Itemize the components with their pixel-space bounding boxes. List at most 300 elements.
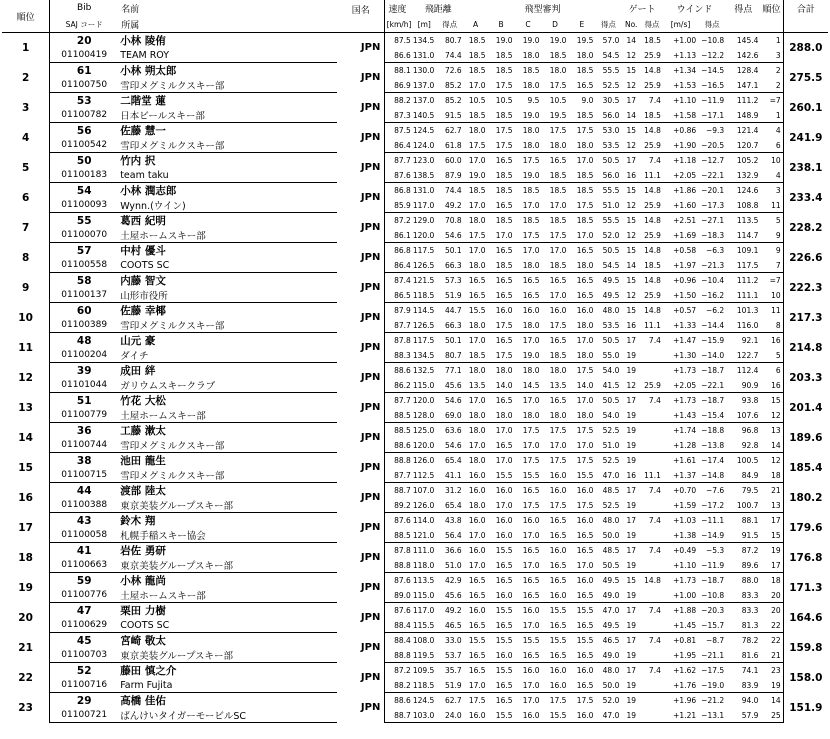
rank-cell: 7 xyxy=(2,213,50,243)
distance-points-round1: 50.1 xyxy=(444,336,462,345)
judge-c-round1: 16.5 xyxy=(522,576,540,585)
wind-round2: +1.30 xyxy=(663,348,698,363)
bib-cell: 53 xyxy=(76,94,92,107)
gate-points-round2 xyxy=(641,348,663,363)
wind-points-round1: −10.4 xyxy=(701,276,725,285)
wind-points-round2: −21.3 xyxy=(698,258,726,273)
judge-d-round1: 18.0 xyxy=(549,366,567,375)
club-name: 土屋ホームスキー部 xyxy=(118,588,337,603)
distance-points-round1: 80.7 xyxy=(444,36,462,45)
wind-points-round2: −16.5 xyxy=(698,78,726,93)
saj-code: 01100542 xyxy=(50,138,118,153)
speed-round1: 87.6 xyxy=(394,516,411,525)
judge-b-round1: 17.0 xyxy=(495,456,513,465)
style-points-round2: 49.0 xyxy=(595,588,621,603)
judge-b-round2: 17.0 xyxy=(488,498,515,513)
athlete-name: 工藤 漱太 xyxy=(120,425,166,437)
wind-points-round1: −18.7 xyxy=(701,366,725,375)
judge-c-round2: 17.5 xyxy=(515,498,542,513)
gate-points-round2: 25.9 xyxy=(641,288,663,303)
wind-points-round2: −11.9 xyxy=(698,558,726,573)
judge-d-round2: 16.0 xyxy=(541,468,568,483)
gate-no-round1: 15 xyxy=(626,576,636,585)
gate-points-round1: 7.4 xyxy=(648,516,661,525)
round-score-round1: 145.4 xyxy=(736,36,759,45)
table-row-second xyxy=(2,228,828,243)
athlete-name: 成田 絆 xyxy=(120,365,156,377)
gate-no-round2: 12 xyxy=(621,228,641,243)
speed-round2: 87.7 xyxy=(385,468,413,483)
judge-c-round1: 18.0 xyxy=(522,126,540,135)
gate-no-round1: 17 xyxy=(626,636,636,645)
bib-cell: 60 xyxy=(76,304,92,317)
judge-e-round1: 17.0 xyxy=(576,396,594,405)
nation-cell: JPN xyxy=(337,93,385,123)
distance-round2: 131.0 xyxy=(413,48,436,63)
bib-cell: 55 xyxy=(76,214,92,227)
judge-e-round2: 16.5 xyxy=(568,648,595,663)
bib-cell: 58 xyxy=(76,274,92,287)
distance-points-round2: 56.4 xyxy=(436,528,464,543)
wind-round2: +1.60 xyxy=(663,198,698,213)
round-score-round1: 88.0 xyxy=(741,576,759,585)
distance-points-round1: 42.9 xyxy=(444,576,462,585)
club-name: 東京美装グループスキー部 xyxy=(118,648,337,663)
table-row xyxy=(2,153,828,169)
judge-a-round1: 16.5 xyxy=(468,666,486,675)
total-cell: 217.3 xyxy=(783,303,828,333)
table-row-second xyxy=(2,648,828,663)
judge-a-round1: 18.5 xyxy=(468,186,486,195)
judge-b-round1: 17.0 xyxy=(495,426,513,435)
distance-round2: 118.5 xyxy=(413,288,436,303)
judge-e-round2: 17.0 xyxy=(568,228,595,243)
style-points-round2: 47.0 xyxy=(595,468,621,483)
judge-c-round2: 18.0 xyxy=(515,78,542,93)
table-row xyxy=(2,123,828,139)
wind-points-round2: −10.8 xyxy=(698,588,726,603)
wind-points-round1: −18.7 xyxy=(701,576,725,585)
judge-b-round2: 16.5 xyxy=(488,288,515,303)
athlete-name: 佐藤 幸椰 xyxy=(120,305,166,317)
judge-a-round1: 16.5 xyxy=(468,276,486,285)
bib-cell: 39 xyxy=(76,364,92,377)
round-score-round1: 111.2 xyxy=(736,96,759,105)
judge-b-round1: 16.5 xyxy=(495,696,513,705)
header-speed: 速度 xyxy=(388,4,407,15)
judge-a-round2: 16.0 xyxy=(464,468,488,483)
judge-a-round2: 16.5 xyxy=(464,618,488,633)
nation-cell: JPN xyxy=(337,603,385,633)
distance-points-round2: 85.2 xyxy=(436,78,464,93)
judge-d-round2: 16.5 xyxy=(541,528,568,543)
gate-points-round1: 7.4 xyxy=(648,636,661,645)
club-name: 土屋ホームスキー部 xyxy=(118,408,337,423)
wind-points-round2: −19.0 xyxy=(698,678,726,693)
judge-a-round2: 18.0 xyxy=(464,318,488,333)
wind-round1: +0.49 xyxy=(673,546,697,555)
judge-e-round1: 16.5 xyxy=(576,276,594,285)
athlete-name: 小林 朔太郎 xyxy=(120,65,177,77)
gate-points-round1: 14.8 xyxy=(644,66,661,75)
table-row xyxy=(2,273,828,289)
wind-round1: +1.10 xyxy=(673,96,697,105)
wind-round1: +1.61 xyxy=(673,456,697,465)
saj-code: 01100183 xyxy=(50,168,118,183)
speed-round1: 87.7 xyxy=(394,156,411,165)
judge-d-round1: 16.0 xyxy=(549,546,567,555)
judge-a-round1: 16.0 xyxy=(468,546,486,555)
round-rank-round2: 5 xyxy=(760,348,783,363)
gate-no-round2: 16 xyxy=(621,168,641,183)
round-rank-round2: 4 xyxy=(760,168,783,183)
table-row-second xyxy=(2,498,828,513)
rank-cell: 22 xyxy=(2,663,50,693)
header-style: 飛型審判 xyxy=(524,4,561,15)
judge-b-round2: 18.5 xyxy=(488,108,515,123)
gate-no-round2: 19 xyxy=(621,558,641,573)
judge-d-round2: 18.5 xyxy=(541,258,568,273)
speed-round2: 86.4 xyxy=(385,258,413,273)
round-rank-round2: 6 xyxy=(760,138,783,153)
club-name: ダイチ xyxy=(118,348,337,363)
gate-no-round2: 19 xyxy=(621,618,641,633)
nation-cell: JPN xyxy=(337,183,385,213)
gate-no-round1: 15 xyxy=(626,186,636,195)
gate-no-round1: 19 xyxy=(626,456,636,465)
judge-b-round2: 16.5 xyxy=(488,618,515,633)
judge-d-round1: 17.5 xyxy=(549,696,567,705)
table-row-second xyxy=(2,588,828,603)
judge-d-round2: 17.0 xyxy=(541,288,568,303)
gate-points-round2: 11.1 xyxy=(641,168,663,183)
speed-round2: 85.9 xyxy=(385,198,413,213)
total-cell: 180.2 xyxy=(783,483,828,513)
bib-cell: 61 xyxy=(76,64,92,77)
round-score-round2: 100.7 xyxy=(726,498,760,513)
distance-round1: 129.0 xyxy=(412,216,435,225)
round-score-round1: 83.3 xyxy=(741,606,759,615)
distance-round1: 121.5 xyxy=(412,276,435,285)
round-score-round2: 108.8 xyxy=(726,198,760,213)
judge-b-round1: 17.5 xyxy=(495,126,513,135)
judge-c-round1: 18.5 xyxy=(522,216,540,225)
round-score-round1: 87.2 xyxy=(741,546,759,555)
header-judge-e: E xyxy=(568,16,595,33)
judge-c-round1: 17.0 xyxy=(522,696,540,705)
round-score-round1: 94.0 xyxy=(741,696,759,705)
distance-round2: 118.5 xyxy=(413,678,436,693)
distance-round2: 103.0 xyxy=(413,708,436,723)
round-rank-round2: 15 xyxy=(760,528,783,543)
table-row-second xyxy=(2,168,828,183)
wind-round2: +2.05 xyxy=(663,378,698,393)
judge-b-round1: 15.5 xyxy=(495,636,513,645)
judge-a-round2: 17.5 xyxy=(464,138,488,153)
judge-d-round2: 17.5 xyxy=(541,318,568,333)
wind-points-round1: −17.5 xyxy=(701,666,725,675)
gate-no-round1: 17 xyxy=(626,336,636,345)
total-cell: 159.8 xyxy=(783,633,828,663)
judge-c-round1: 18.5 xyxy=(522,186,540,195)
style-points-round1: 52.5 xyxy=(602,456,620,465)
club-name: 雪印メグミルクスキー部 xyxy=(118,438,337,453)
judge-b-round2: 17.0 xyxy=(488,228,515,243)
distance-points-round1: 33.0 xyxy=(444,636,462,645)
gate-points-round1: 18.5 xyxy=(644,36,661,45)
speed-round1: 87.2 xyxy=(394,216,411,225)
gate-points-round1: 14.8 xyxy=(644,576,661,585)
judge-a-round2: 16.5 xyxy=(464,288,488,303)
club-name: TEAM ROY xyxy=(118,48,337,63)
saj-code: 01100776 xyxy=(50,588,118,603)
speed-round2: 88.2 xyxy=(385,678,413,693)
judge-a-round2: 16.5 xyxy=(464,588,488,603)
judge-e-round2: 17.0 xyxy=(568,558,595,573)
judge-a-round2: 16.5 xyxy=(464,648,488,663)
table-row-second xyxy=(2,198,828,213)
round-rank-round1: 12 xyxy=(771,456,781,465)
judge-a-round1: 18.0 xyxy=(468,366,486,375)
total-cell: 164.6 xyxy=(783,603,828,633)
distance-points-round2: 61.8 xyxy=(436,138,464,153)
wind-round1: +1.96 xyxy=(673,696,697,705)
distance-round2: 115.0 xyxy=(413,588,436,603)
gate-no-round2: 19 xyxy=(621,648,641,663)
judge-c-round1: 17.5 xyxy=(522,426,540,435)
round-rank-round2: 12 xyxy=(760,408,783,423)
gate-points-round1: 14.8 xyxy=(644,276,661,285)
wind-round2: +1.21 xyxy=(663,708,698,723)
nation-cell: JPN xyxy=(337,513,385,543)
round-rank-round1: 22 xyxy=(771,636,781,645)
bib-cell: 54 xyxy=(76,184,92,197)
total-cell: 151.9 xyxy=(783,693,828,723)
header-style-points: 得点 xyxy=(595,16,621,33)
distance-round2: 117.0 xyxy=(413,198,436,213)
table-row-second xyxy=(2,378,828,393)
style-points-round1: 50.5 xyxy=(602,396,620,405)
gate-no-round2: 12 xyxy=(621,378,641,393)
judge-a-round2: 13.5 xyxy=(464,378,488,393)
gate-no-round1: 15 xyxy=(626,126,636,135)
gate-no-round1: 17 xyxy=(626,666,636,675)
header-rank: 順位 xyxy=(2,0,50,33)
bib-cell: 41 xyxy=(76,544,92,557)
table-row xyxy=(2,183,828,199)
gate-no-round1: 15 xyxy=(626,246,636,255)
round-score-round1: 112.4 xyxy=(736,366,759,375)
judge-d-round1: 18.5 xyxy=(549,216,567,225)
speed-round2: 88.8 xyxy=(385,648,413,663)
wind-points-round2: −14.9 xyxy=(698,528,726,543)
judge-e-round2: 16.5 xyxy=(568,678,595,693)
judge-e-round2: 16.5 xyxy=(568,78,595,93)
round-score-round2: 111.1 xyxy=(726,288,760,303)
distance-round2: 140.5 xyxy=(413,108,436,123)
judge-e-round1: 15.5 xyxy=(576,606,594,615)
rank-cell: 6 xyxy=(2,183,50,213)
saj-code: 01100389 xyxy=(50,318,118,333)
judge-d-round1: 16.0 xyxy=(549,486,567,495)
wind-round2: +1.10 xyxy=(663,558,698,573)
table-header xyxy=(2,0,828,33)
header-score: 得点 xyxy=(734,4,753,15)
nation-cell: JPN xyxy=(337,573,385,603)
distance-points-round2: 91.5 xyxy=(436,108,464,123)
speed-round2: 87.7 xyxy=(385,318,413,333)
club-name: Wynn.(ウイン) xyxy=(118,198,337,213)
judge-e-round2: 16.5 xyxy=(568,288,595,303)
speed-round1: 88.2 xyxy=(394,96,411,105)
round-rank-round2: 2 xyxy=(760,78,783,93)
speed-round1: 87.8 xyxy=(394,336,411,345)
wind-round1: +0.81 xyxy=(673,636,697,645)
wind-round1: +1.86 xyxy=(673,186,697,195)
wind-round1: +0.57 xyxy=(673,306,697,315)
distance-round1: 108.0 xyxy=(412,636,435,645)
athlete-name: 小林 龍尚 xyxy=(120,575,166,587)
athlete-name: 藤田 慎之介 xyxy=(120,665,177,677)
round-rank-round1: =7 xyxy=(769,96,781,105)
wind-points-round1: −21.2 xyxy=(701,696,725,705)
nation-cell: JPN xyxy=(337,633,385,663)
judge-c-round2: 16.5 xyxy=(515,288,542,303)
round-rank-round1: 4 xyxy=(775,126,781,135)
gate-no-round1: 14 xyxy=(626,36,636,45)
judge-e-round2: 18.0 xyxy=(568,138,595,153)
header-nation: 国名 xyxy=(337,0,385,33)
round-score-round1: 105.2 xyxy=(736,156,759,165)
round-rank-round2: 19 xyxy=(760,678,783,693)
wind-points-round1: −27.1 xyxy=(701,216,725,225)
style-points-round1: 50.5 xyxy=(602,156,620,165)
rank-cell: 20 xyxy=(2,603,50,633)
judge-d-round1: 10.5 xyxy=(549,96,567,105)
round-rank-round2: 21 xyxy=(760,648,783,663)
judge-c-round1: 15.5 xyxy=(522,636,540,645)
round-score-round1: 124.6 xyxy=(736,186,759,195)
athlete-name: 二階堂 蓮 xyxy=(120,95,166,107)
speed-round2: 88.8 xyxy=(385,558,413,573)
distance-points-round1: 74.4 xyxy=(444,186,462,195)
judge-a-round1: 16.0 xyxy=(468,516,486,525)
judge-b-round2: 17.5 xyxy=(488,318,515,333)
wind-points-round1: −11.9 xyxy=(701,96,725,105)
distance-points-round2: 45.6 xyxy=(436,378,464,393)
round-score-round1: 109.1 xyxy=(736,246,759,255)
distance-round1: 123.0 xyxy=(412,156,435,165)
judge-e-round2: 17.5 xyxy=(568,198,595,213)
judge-e-round1: 15.5 xyxy=(576,636,594,645)
nation-cell: JPN xyxy=(337,153,385,183)
judge-c-round1: 16.0 xyxy=(522,606,540,615)
distance-points-round2: 80.7 xyxy=(436,348,464,363)
bib-cell: 29 xyxy=(76,694,92,707)
bib-cell: 57 xyxy=(76,244,92,257)
rank-cell: 21 xyxy=(2,633,50,663)
judge-e-round2: 18.0 xyxy=(568,348,595,363)
round-rank-round1: 11 xyxy=(771,306,781,315)
round-score-round1: 101.3 xyxy=(736,306,759,315)
header-blank-rank xyxy=(760,16,783,33)
gate-no-round1: 17 xyxy=(626,546,636,555)
judge-d-round2: 17.5 xyxy=(541,228,568,243)
nation-cell: JPN xyxy=(337,543,385,573)
results-table xyxy=(2,0,828,723)
round-score-round1: 111.2 xyxy=(736,276,759,285)
gate-points-round2 xyxy=(641,558,663,573)
gate-no-round1: 17 xyxy=(626,96,636,105)
gate-points-round1: 7.4 xyxy=(648,666,661,675)
judge-b-round1: 16.0 xyxy=(495,486,513,495)
distance-round1: 131.0 xyxy=(412,186,435,195)
judge-d-round2: 17.0 xyxy=(541,198,568,213)
style-points-round1: 52.5 xyxy=(602,426,620,435)
judge-a-round1: 18.5 xyxy=(468,66,486,75)
judge-d-round1: 18.0 xyxy=(549,66,567,75)
table-row xyxy=(2,243,828,259)
saj-code: 01100663 xyxy=(50,558,118,573)
wind-round1: +1.73 xyxy=(673,366,697,375)
distance-points-round2: 66.3 xyxy=(436,258,464,273)
speed-round2: 88.6 xyxy=(385,438,413,453)
club-name: Farm Fujita xyxy=(118,678,337,693)
club-name: 土屋ホームスキー部 xyxy=(118,228,337,243)
judge-e-round1: 17.5 xyxy=(576,456,594,465)
gate-points-round2: 18.5 xyxy=(641,258,663,273)
rank-cell: 14 xyxy=(2,423,50,453)
judge-c-round2: 17.0 xyxy=(515,438,542,453)
judge-c-round1: 17.5 xyxy=(522,156,540,165)
style-points-round2: 56.0 xyxy=(595,168,621,183)
judge-a-round2: 17.0 xyxy=(464,678,488,693)
table-row xyxy=(2,603,828,619)
round-score-round2: 91.5 xyxy=(726,528,760,543)
club-name: 雪印メグミルクスキー部 xyxy=(118,318,337,333)
judge-a-round2: 16.0 xyxy=(464,708,488,723)
table-row xyxy=(2,453,828,469)
style-points-round1: 52.0 xyxy=(602,696,620,705)
athlete-name: 竹花 大松 xyxy=(120,395,166,407)
distance-round2: 134.5 xyxy=(413,348,436,363)
judge-d-round2: 18.5 xyxy=(541,168,568,183)
round-score-round2: 107.6 xyxy=(726,408,760,423)
distance-round2: 126.5 xyxy=(413,318,436,333)
round-rank-round1: 1 xyxy=(775,36,781,45)
athlete-name: 鈴木 翔 xyxy=(120,515,156,527)
distance-points-round1: 50.1 xyxy=(444,246,462,255)
table-row xyxy=(2,63,828,79)
header-distance-points: 得点 xyxy=(436,16,464,33)
distance-round2: 112.5 xyxy=(413,468,436,483)
gate-points-round1: 14.8 xyxy=(644,306,661,315)
gate-points-round2 xyxy=(641,648,663,663)
wind-points-round2: −22.1 xyxy=(698,168,726,183)
gate-no-round1: 15 xyxy=(626,306,636,315)
round-rank-round1: 9 xyxy=(775,246,781,255)
judge-d-round1: 17.5 xyxy=(549,456,567,465)
gate-no-round2: 16 xyxy=(621,318,641,333)
table-row-second xyxy=(2,288,828,303)
judge-d-round1: 17.5 xyxy=(549,126,567,135)
gate-no-round2: 14 xyxy=(621,258,641,273)
gate-no-round1: 19 xyxy=(626,426,636,435)
table-row-second xyxy=(2,708,828,723)
header-total: 合計 xyxy=(783,0,828,16)
round-score-round1: 88.1 xyxy=(741,516,759,525)
speed-round2: 89.0 xyxy=(385,588,413,603)
